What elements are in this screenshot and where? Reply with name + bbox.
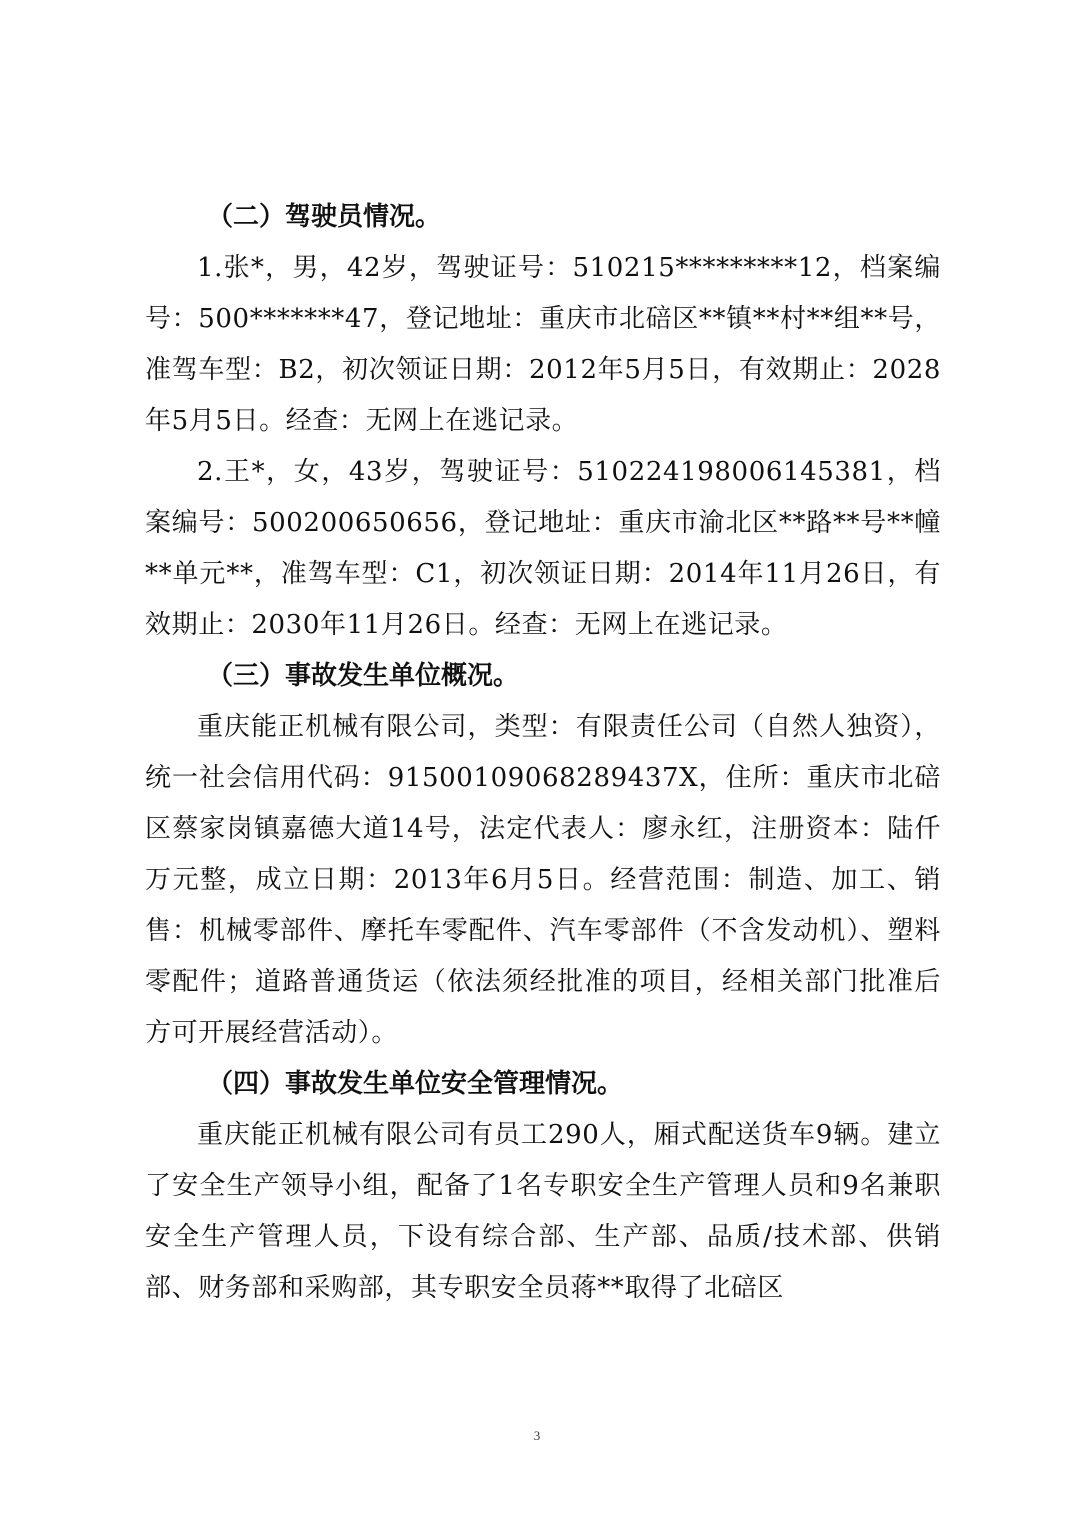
- page-number: 3: [533, 1428, 541, 1443]
- section-heading-safety-management: （四）事故发生单位安全管理情况。: [207, 1069, 624, 1099]
- driver-2-paragraph: 2.王*，女，43岁，驾驶证号：510224198006145381，档案编号：500200650656，登记地址：重庆市渝北区**路**号**幢**单元**，准驾车型：C1，初次领证日期：2014年11月26日，有效期止：2030年11月26日。经查：无网上在逃记录。: [145, 457, 941, 640]
- company-overview-paragraph: 重庆能正机械有限公司，类型：有限责任公司（自然人独资），统一社会信用代码：91500109068289437X，住所：重庆市北碚区蔡家岗镇嘉德大道14号，法定代表人：廖永红，注册资本：陆仟万元整，成立日期：2013年6月5日。经营范围：制造、加工、销售：机械零部件、摩托车零配件、汽车零部件（不含发动机）、塑料零配件；道路普通货运（依法须经批准的项目，经相关部门批准后方可开展经营活动）。: [145, 712, 941, 1048]
- section-heading-drivers: （二）驾驶员情况。: [207, 202, 442, 232]
- document-body: [145, 192, 941, 1314]
- driver-1-paragraph: 1.张*，男，42岁，驾驶证号：510215*********12，档案编号：500*******47，登记地址：重庆市北碚区**镇**村**组**号，准驾车型：B2，初次领证日期：2012年5月5日，有效期止：2028年5月5日。经查：无网上在逃记录。: [145, 253, 941, 436]
- safety-management-paragraph: 重庆能正机械有限公司有员工290人，厢式配送货车9辆。建立了安全生产领导小组，配备了1名专职安全生产管理人员和9名兼职安全生产管理人员，下设有综合部、生产部、品质/技术部、供销部、财务部和采购部，其专职安全员蒋**取得了北碚区: [145, 1120, 941, 1303]
- section-heading-company-overview: （三）事故发生单位概况。: [207, 661, 520, 691]
